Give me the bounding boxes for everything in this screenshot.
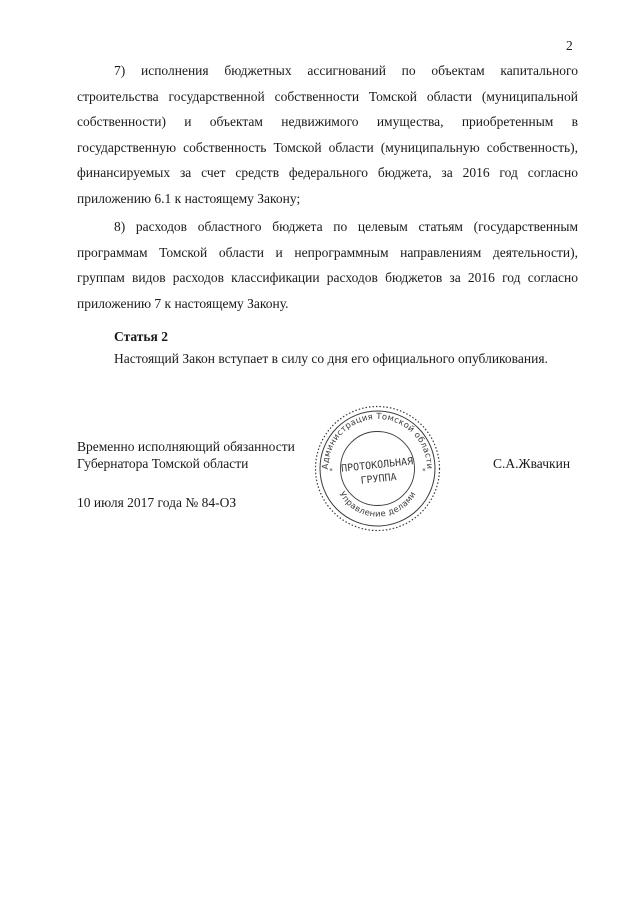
svg-text:Управление делами bbox=[337, 489, 417, 518]
stamp-bottom-text: Управление делами bbox=[337, 489, 418, 519]
body-text bbox=[77, 58, 578, 319]
article-2 bbox=[114, 326, 584, 370]
article-text: Настоящий Закон вступает в силу со дня его официального опубликования. bbox=[114, 351, 548, 366]
article-title: Статья 2 bbox=[114, 329, 168, 344]
stamp-outer-text: Администрация Томской области bbox=[319, 410, 436, 470]
signatory-position-line2: Губернатора Томской области bbox=[77, 455, 249, 471]
signatory-position-line1: Временно исполняющий обязанности bbox=[77, 439, 295, 454]
paragraph-item-8: 8) расходов областного бюджета по целевым статьям (государственным программам Томской области и непрограммным направлениям деятельности), группам видов расходов классификации расходов бюджетов за 2016 год согласно приложению 7 к настоящему Закону. bbox=[77, 219, 578, 311]
stamp-seal-icon bbox=[312, 403, 443, 534]
official-stamp bbox=[312, 403, 443, 534]
svg-text:*: * bbox=[422, 467, 426, 475]
stamp-center-line1: ПРОТОКОЛЬНАЯ bbox=[340, 456, 414, 475]
signatory-position bbox=[77, 439, 337, 472]
signatory-name: С.А.Жвачкин bbox=[493, 456, 571, 471]
stamp-center-line2: ГРУППА bbox=[360, 472, 398, 487]
paragraph-item-7: 7) исполнения бюджетных ассигнований по объектам капитального строительства государственной собственности Томской области (муниципальной собственности) и объектам недвижимого имущества, приобретенным в государственную собственность Томской области (муниципальную собственность), финансируемых за счет средств федерального бюджета, за 2016 год согласно приложению 6.1 к настоящему Закону; bbox=[77, 63, 578, 206]
law-date-number: 10 июля 2017 года № 84-ОЗ bbox=[77, 495, 237, 510]
svg-text:*: * bbox=[329, 467, 333, 475]
page-number: 2 bbox=[566, 38, 573, 53]
